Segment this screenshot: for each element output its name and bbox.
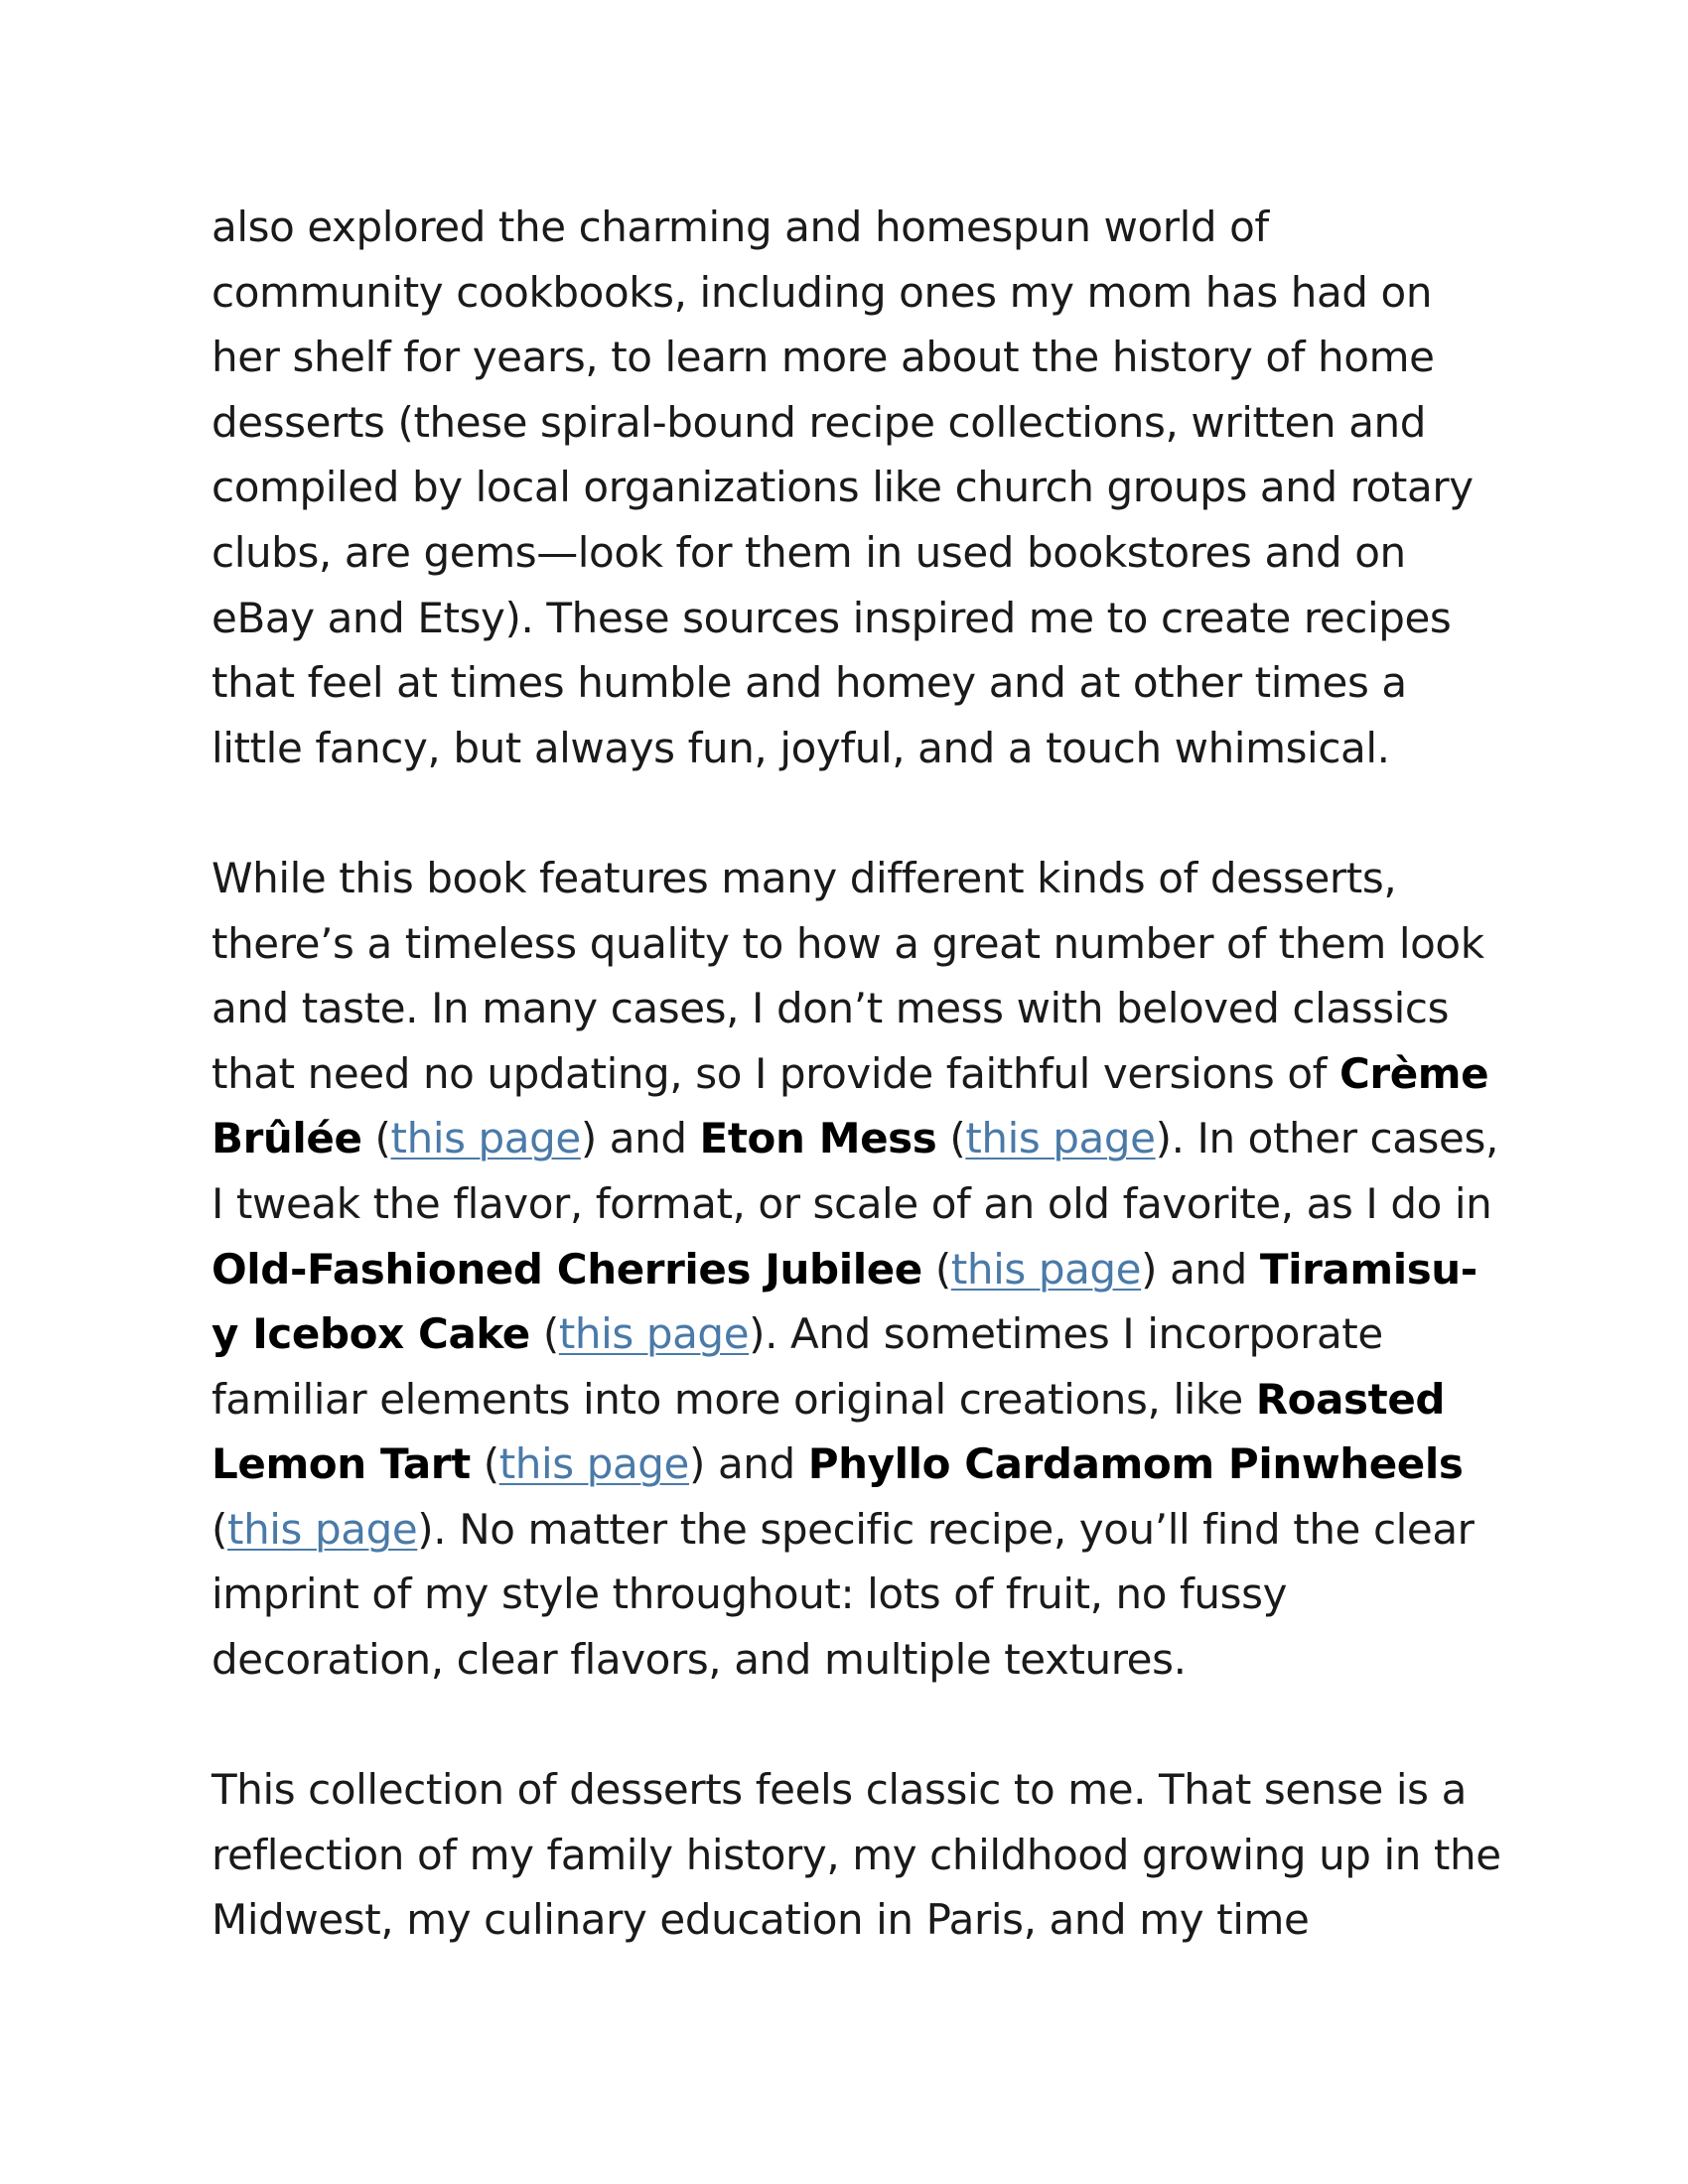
- eton-mess-page-link[interactable]: this page: [965, 1114, 1156, 1163]
- paragraph-collection-classic: This collection of desserts feels classic to me. That sense is a reflection of my family history, my childhood growing up in the Midwest, my culinary education in Paris, and my time: [211, 1765, 1501, 1945]
- paragraph-timeless-desserts: While this book features many different kinds of desserts, there’s a timeless quality to how a great number of them look and taste. In many cases, I don’t mess with beloved classics that need no updating, so I provide faithful versions of Crème Brûlée (this page) and Eton Mess (this page). In other cases, I tweak the flavor, format, or scale of an old favorite, as I do in Old-Fashioned Cherries Jubilee (this page) and Tiramisu-y Icebox Cake (this page). And sometimes I incorporate familiar elements into more original creations, like Roasted Lemon Tart (this page) and Phyllo Cardamom Pinwheels (this page). No matter the specific recipe, you’ll find the clear imprint of my style throughout: lots of fruit, no fussy decoration, clear flavors, and multiple textures.: [211, 853, 1498, 1685]
- paragraph-community-cookbooks: also explored the charming and homespun world of community cookbooks, including ones my mom has had on her shelf for years, to learn more about the history of home desserts (these spiral-bound recipe collections, written and compiled by local organizations like church groups and rotary clubs, are gems—look for them in used bookstores and on eBay and Etsy). These sources inspired me to create recipes that feel at times humble and homey and at other times a little fancy, but always fun, joyful, and a touch whimsical.: [211, 203, 1474, 772]
- recipe-name-roasted-lemon-tart: Roasted Lemon Tart: [211, 1374, 1446, 1489]
- recipe-name-eton-mess: Eton Mess: [699, 1114, 937, 1163]
- recipe-name-creme-brulee: Crème Brûlée: [211, 1048, 1489, 1163]
- document-page: [211, 195, 1502, 2018]
- paragraph-text: . In other cases, I tweak the flavor, format, or scale of an old favorite, as I do in: [211, 1114, 1498, 1228]
- recipe-name-phyllo-cardamom-pinwheels: Phyllo Cardamom Pinwheels: [807, 1439, 1464, 1489]
- phyllo-cardamom-pinwheels-page-link[interactable]: this page: [227, 1504, 418, 1554]
- tiramisu-icebox-cake-page-link[interactable]: this page: [558, 1309, 750, 1359]
- paragraph-text: and: [1157, 1244, 1260, 1294]
- roasted-lemon-tart-page-link[interactable]: this page: [498, 1439, 689, 1489]
- paragraph-text: . And sometimes I incorporate familiar elements into more original creations, like: [211, 1309, 1383, 1424]
- creme-brulee-page-link[interactable]: this page: [390, 1114, 581, 1163]
- paragraph-text: and: [596, 1114, 700, 1163]
- paragraph-text: and: [705, 1439, 808, 1489]
- recipe-name-tiramisu-icebox-cake: Tiramisu-y Icebox Cake: [211, 1244, 1477, 1359]
- recipe-name-cherries-jubilee: Old-Fashioned Cherries Jubilee: [211, 1244, 922, 1294]
- paragraph-text: . No matter the specific recipe, you’ll find the clear imprint of my style throughout: lots of fruit, no fussy decoration, clear flavors, and multiple textures.: [211, 1504, 1475, 1685]
- cherries-jubilee-page-link[interactable]: this page: [950, 1244, 1142, 1294]
- paragraph-text: While this book features many different kinds of desserts, there’s a timeless quality to how a great number of them look and taste. In many cases, I don’t mess with beloved classics that need no updating, so I provide faithful versions of: [211, 853, 1484, 1098]
